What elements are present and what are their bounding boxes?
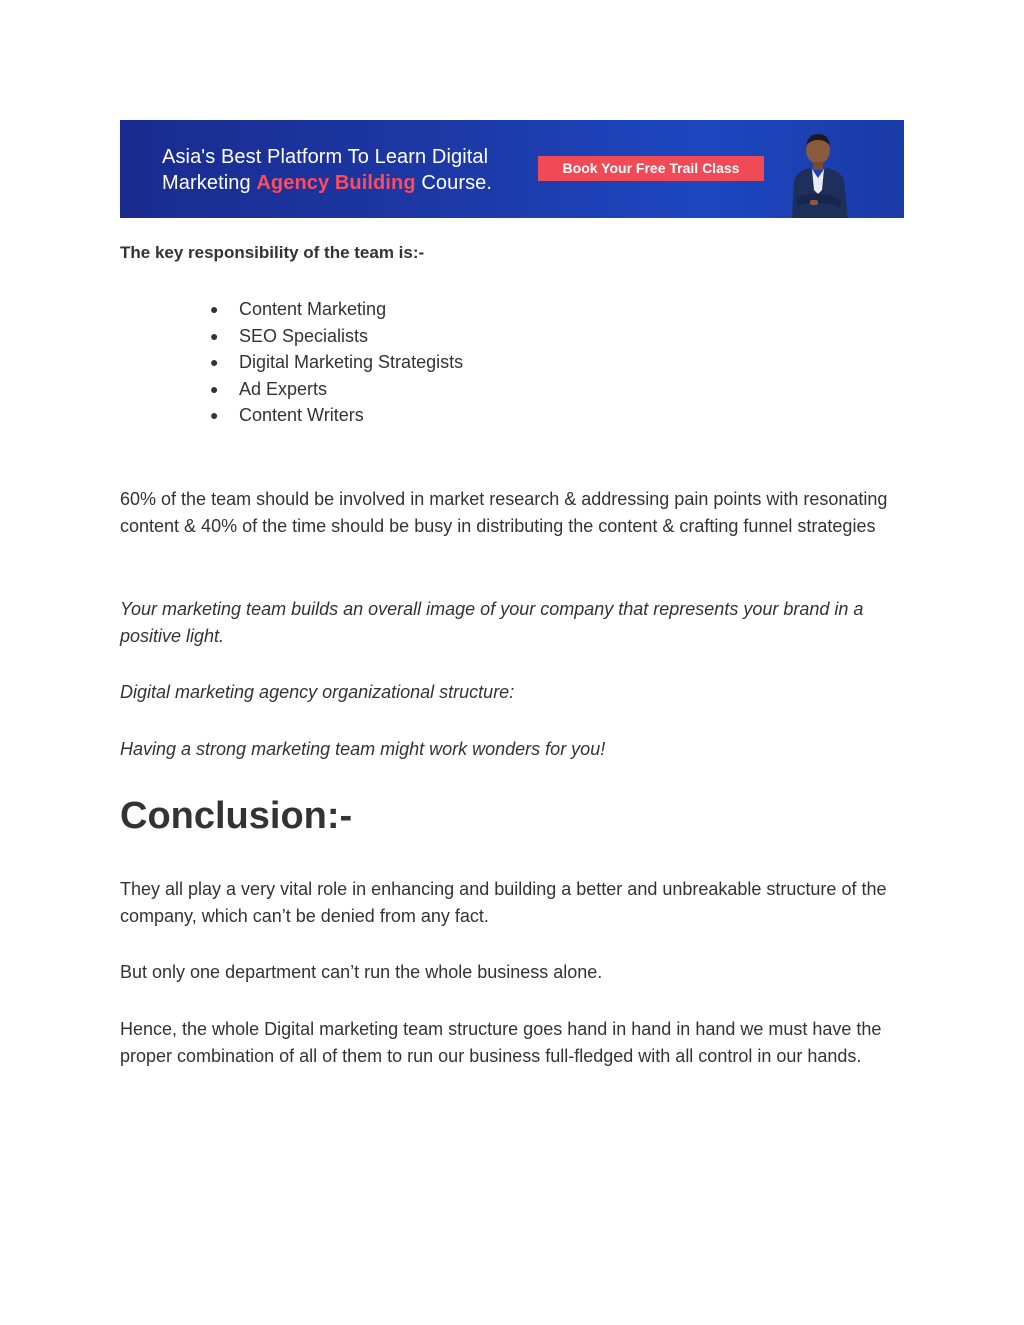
banner-line-2 bbox=[162, 170, 492, 196]
presenter-photo bbox=[788, 128, 852, 218]
brand-image-paragraph: Your marketing team builds an overall image of your company that represents your brand in a positive light. bbox=[120, 599, 864, 646]
banner-line-2-accent: Agency Building bbox=[256, 172, 416, 194]
list-item bbox=[210, 402, 463, 429]
banner-headline bbox=[162, 144, 492, 196]
list-item-label: Digital Marketing Strategists bbox=[239, 352, 464, 373]
vital-role-paragraph: They all play a very vital role in enhancing and building a better and unbreakable structure of the company, which can’t be denied from any fact. bbox=[120, 879, 887, 926]
list-item-label: Content Writers bbox=[239, 405, 364, 426]
list-item-label: SEO Specialists bbox=[239, 325, 369, 346]
list-item-label: Ad Experts bbox=[239, 378, 328, 399]
list-item-label: Content Marketing bbox=[239, 299, 387, 319]
list-item bbox=[210, 376, 463, 403]
bullet-icon: ● bbox=[210, 327, 219, 344]
conclusion-heading: Conclusion:- bbox=[120, 795, 353, 837]
key-responsibility-heading: The key responsibility of the team is:- bbox=[120, 243, 425, 262]
bullet-icon: ● bbox=[210, 407, 219, 424]
book-free-trial-button[interactable]: Book Your Free Trail Class bbox=[538, 156, 764, 181]
hence-paragraph: Hence, the whole Digital marketing team structure goes hand in hand in hand we must have the proper combination of all of them to run our business full-fledged with all control in our hands. bbox=[120, 1019, 882, 1066]
bullet-icon: ● bbox=[210, 380, 219, 397]
list-item bbox=[210, 349, 463, 376]
list-item bbox=[210, 323, 463, 350]
banner-line-1: Asia's Best Platform To Learn Digital bbox=[162, 146, 489, 168]
responsibility-list bbox=[210, 296, 463, 429]
document-page bbox=[120, 120, 904, 1066]
banner-line-2-prefix: Marketing bbox=[162, 172, 257, 194]
org-structure-paragraph: Digital marketing agency organizational structure: bbox=[120, 682, 515, 702]
one-department-paragraph: But only one department can’t run the whole business alone. bbox=[120, 962, 603, 982]
bullet-icon: ● bbox=[210, 301, 219, 317]
strong-team-paragraph: Having a strong marketing team might work wonders for you! bbox=[120, 739, 606, 759]
banner-line-2-suffix: Course. bbox=[415, 172, 493, 194]
bullet-icon: ● bbox=[210, 354, 219, 371]
team-split-paragraph: 60% of the team should be involved in market research & addressing pain points with resonating content & 40% of the time should be busy in distributing the content & crafting funnel strategies bbox=[120, 489, 888, 536]
promo-banner[interactable] bbox=[120, 120, 904, 218]
list-item bbox=[210, 296, 463, 323]
